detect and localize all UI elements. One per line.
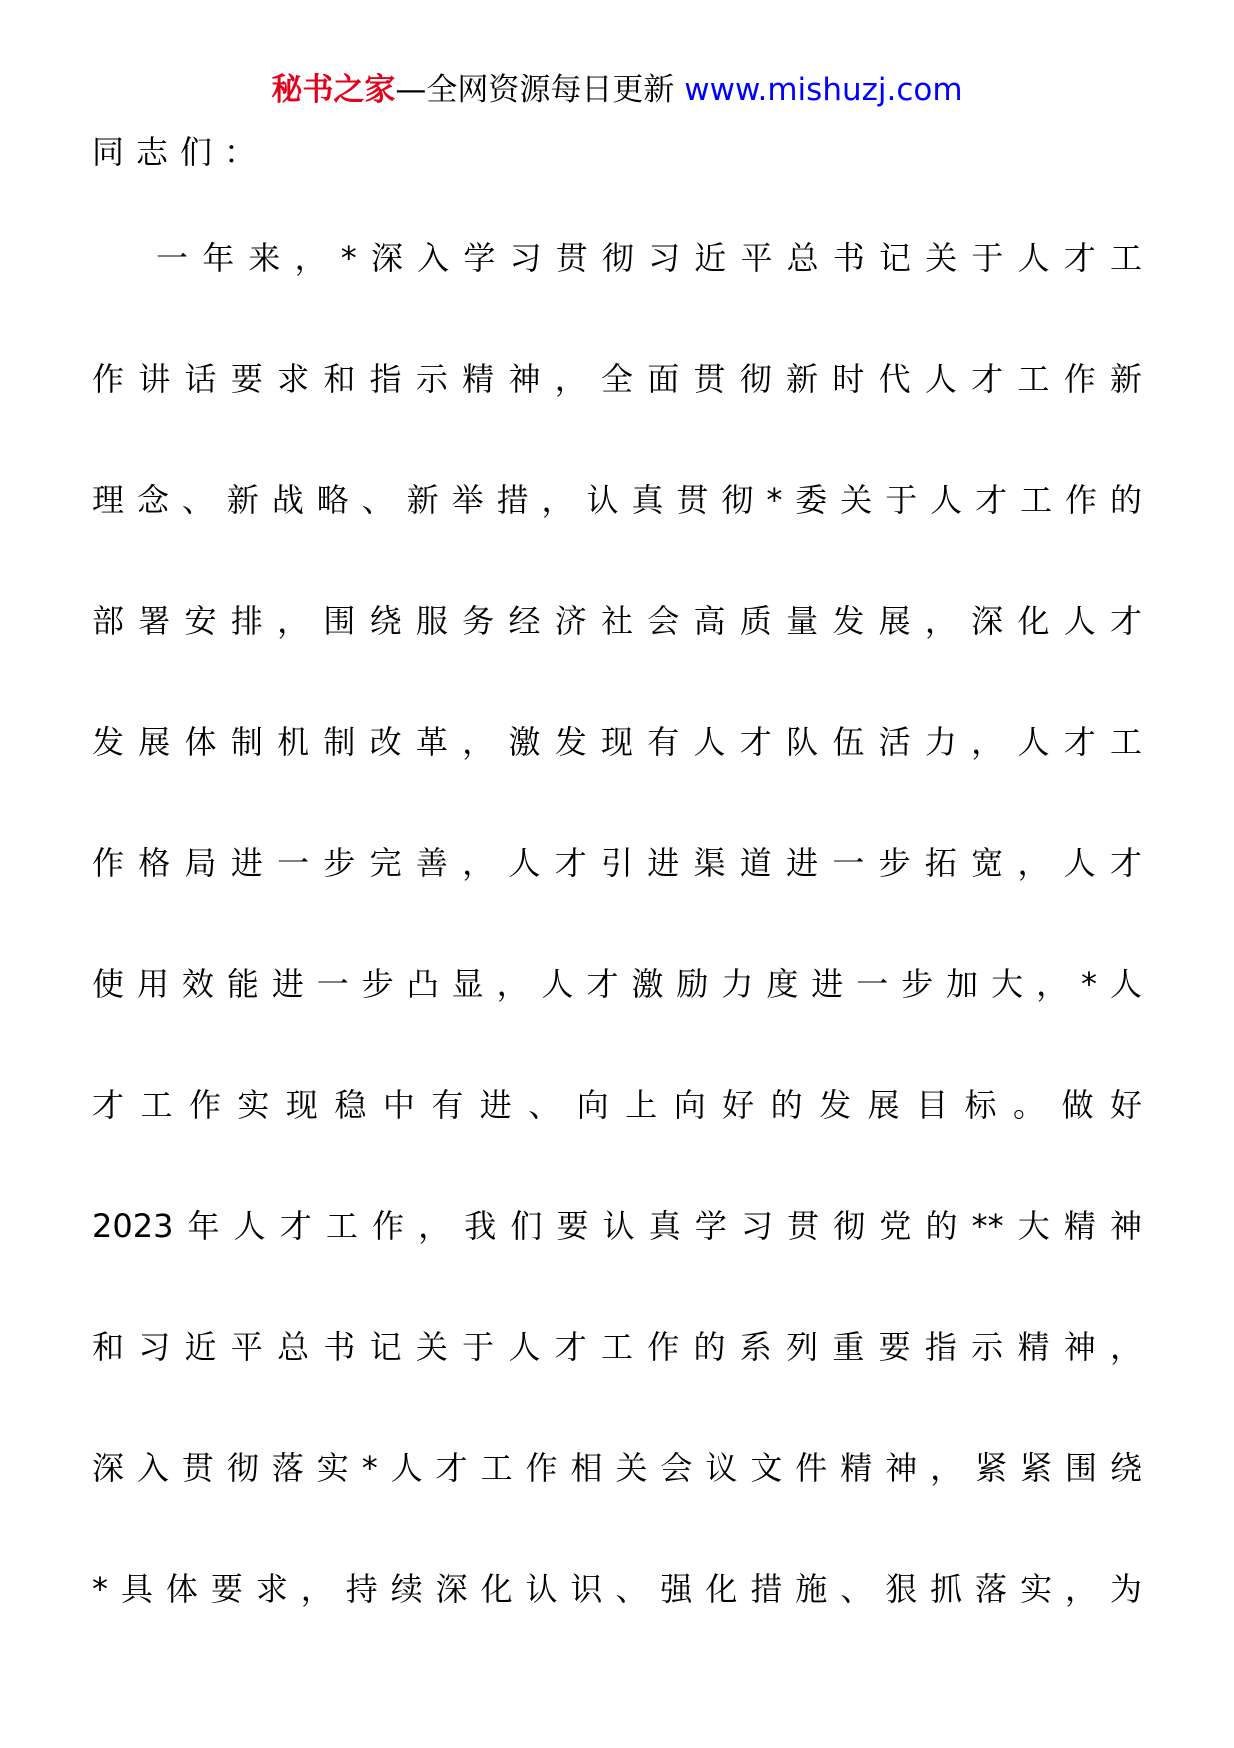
paragraph-line: 使用效能进一步凸显，人才激励力度进一步加大，*人 [92, 965, 1142, 1003]
site-header [0, 70, 1234, 110]
paragraph-line: 2023年人才工作，我们要认真学习贯彻党的**大精神 [92, 1207, 1142, 1245]
site-url-link[interactable]: www.mishuzj.com [684, 72, 963, 108]
paragraph-line: *具体要求，持续深化认识、强化措施、狠抓落实，为 [92, 1570, 1142, 1608]
site-brand: 秘书之家 [271, 72, 396, 108]
paragraph-line: 部署安排，围绕服务经济社会高质量发展，深化人才 [92, 602, 1142, 640]
site-slogan: —全网资源每日更新 [395, 72, 685, 108]
body-paragraph [92, 234, 1142, 1686]
paragraph-line: 作讲话要求和指示精神，全面贯彻新时代人才工作新 [92, 360, 1142, 398]
paragraph-line: 一年来，*深入学习贯彻习近平总书记关于人才工 [156, 239, 1142, 277]
paragraph-line: 和习近平总书记关于人才工作的系列重要指示精神， [92, 1328, 1142, 1366]
paragraph-line: 作格局进一步完善，人才引进渠道进一步拓宽，人才 [92, 844, 1142, 882]
paragraph-line: 才工作实现稳中有进、向上向好的发展目标。做好 [92, 1086, 1142, 1124]
paragraph-line: 发展体制机制改革，激发现有人才队伍活力，人才工 [92, 723, 1142, 761]
paragraph-line: 深入贯彻落实*人才工作相关会议文件精神，紧紧围绕 [92, 1449, 1142, 1487]
paragraph-line: 理念、新战略、新举措，认真贯彻*委关于人才工作的 [92, 481, 1142, 519]
salutation: 同志们： [92, 133, 269, 171]
